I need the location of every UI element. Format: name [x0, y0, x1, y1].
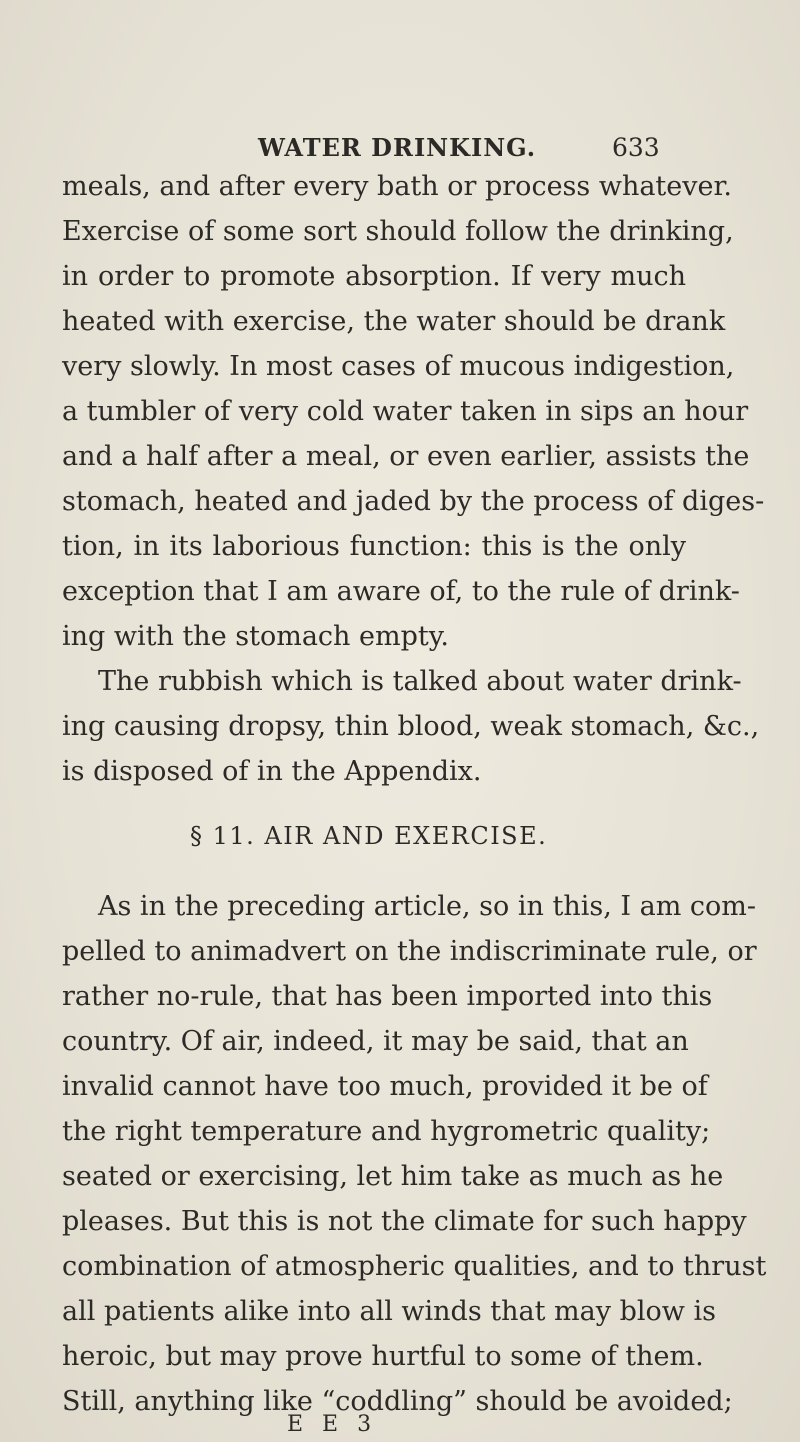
- text-line: Still, anything like “coddling” should be avoided;: [62, 1386, 733, 1417]
- text-line: ing with the stomach empty.: [62, 621, 449, 652]
- text-line: a tumbler of very cold water taken in sips an hour: [62, 396, 749, 427]
- page-number: 633: [612, 133, 660, 162]
- text-line: tion, in its laborious function: this is the only: [62, 531, 686, 562]
- text-line: pelled to animadvert on the indiscriminate rule, or: [62, 936, 757, 967]
- text-line: country. Of air, indeed, it may be said, that an: [62, 1026, 689, 1057]
- text-line: the right temperature and hygrometric quality;: [62, 1116, 711, 1147]
- text-line: combination of atmospheric qualities, and to thrust: [62, 1251, 767, 1282]
- page-header: [0, 133, 800, 173]
- text-line: ing causing dropsy, thin blood, weak stomach, &c.,: [62, 711, 760, 742]
- text-line: seated or exercising, let him take as much as he: [62, 1161, 724, 1192]
- text-line: The rubbish which is talked about water drink-: [98, 666, 742, 697]
- text-line: invalid cannot have too much, provided it be of: [62, 1071, 708, 1102]
- signature-mark: E E 3: [287, 1412, 378, 1437]
- text-line: very slowly. In most cases of mucous indigestion,: [62, 351, 735, 382]
- text-line: is disposed of in the Appendix.: [62, 756, 482, 787]
- text-line: in order to promote absorption. If very much: [62, 261, 686, 292]
- text-line: heroic, but may prove hurtful to some of them.: [62, 1341, 704, 1372]
- text-line: rather no-rule, that has been imported into this: [62, 981, 713, 1012]
- text-line: meals, and after every bath or process whatever.: [62, 171, 733, 202]
- text-line: heated with exercise, the water should be drank: [62, 306, 726, 337]
- text-line: and a half after a meal, or even earlier, assists the: [62, 441, 750, 472]
- section-heading: § 11. AIR AND EXERCISE.: [190, 822, 548, 850]
- text-line: As in the preceding article, so in this, I am com-: [98, 891, 757, 922]
- running-title: WATER DRINKING.: [258, 133, 537, 162]
- text-line: Exercise of some sort should follow the drinking,: [62, 216, 734, 247]
- text-line: pleases. But this is not the climate for such happy: [62, 1206, 747, 1237]
- text-line: stomach, heated and jaded by the process of diges-: [62, 486, 765, 517]
- text-line: all patients alike into all winds that may blow is: [62, 1296, 716, 1327]
- text-line: exception that I am aware of, to the rule of drink-: [62, 576, 740, 607]
